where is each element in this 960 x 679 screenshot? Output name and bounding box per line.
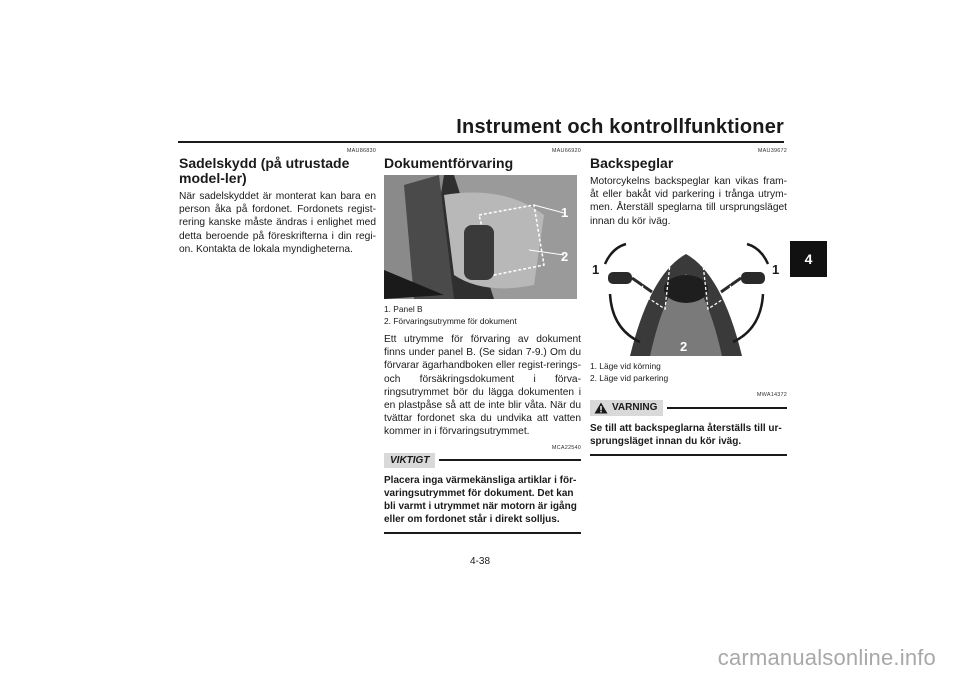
warning-end-rule [590, 454, 787, 456]
figure-document-storage [384, 175, 577, 299]
section-code: MAU66920 [551, 148, 581, 154]
figure-label: 2 [561, 249, 569, 264]
section-body: När sadelskyddet är monterat kan bara en person åka på fordonet. Fordonets regist-rering kanske måste ändras i enlighet med detta beroende på föreskrifterna i din regi-on. Kontakta de lokala myndigheterna. [179, 191, 376, 255]
section-seat-cover [179, 148, 376, 256]
warning-text: Se till att backspeglarna återställs till ur-sprungsläget innan du kör iväg. [590, 422, 782, 448]
figure-mirrors [590, 234, 783, 356]
warning-label-box [590, 400, 663, 416]
mirror-positions-illustration [590, 234, 783, 356]
section-heading: Dokumentförvaring [384, 155, 514, 171]
section-body: Motorcykelns backspeglar kan vikas fram-åt eller bakåt vid parkering i trånga utrym-men. Återställ speglarna till ursprungsläget innan du kör iväg. [590, 176, 787, 227]
figure-label: 2 [680, 241, 688, 257]
figure-caption: 1. Panel B [384, 304, 423, 314]
section-documents [384, 148, 581, 534]
section-body: Ett utrymme för förvaring av dokument finns under panel B. (Se sidan 7-9.) Om du förvarar ägarhandboken eller regist-rerings- och försäkringsdokument i förva-ringsutrymmet bör du lägga dokumenten i en plastpåse så att de inte blir våta. När du tvättar fordonet ska du undvika att vatten kommer in i förvaringsutrymmet. [384, 334, 581, 438]
figure-label: 1 [772, 261, 780, 277]
notice-label: VIKTIGT [384, 453, 435, 468]
section-heading: Backspeglar [590, 155, 674, 171]
notice-text: Placera inga värmekänsliga artiklar i för-varingsutrymmet för dokument. Det kan bli varmt i utrymmet när motorn är igång eller om fordonet står i direkt solljus. [384, 474, 577, 526]
notice-rule [439, 459, 581, 461]
section-code: MAU86830 [346, 148, 376, 154]
figure-label: 1 [561, 205, 569, 220]
figure-caption: 1. Läge vid körning [590, 360, 661, 371]
notice-code: MCA22540 [551, 444, 581, 451]
motorcycle-panel-illustration [384, 175, 577, 299]
page-header-title: Instrument och kontrollfunktioner [456, 116, 784, 138]
warning-code: MWA14372 [756, 391, 787, 398]
figure-label: 1 [592, 261, 600, 277]
section-code: MAU39672 [757, 148, 787, 154]
warning-header [590, 400, 787, 416]
chapter-tab: 4 [790, 241, 827, 277]
header-rule [178, 141, 784, 143]
warning-triangle-icon [594, 402, 608, 414]
figure-caption: 2. Läge vid parkering [590, 372, 669, 383]
figure-label: 2 [680, 338, 688, 354]
notice-header [384, 453, 581, 468]
section-heading: Sadelskydd (på utrustade model-ler) [179, 155, 350, 186]
page-number: 4-38 [469, 556, 490, 567]
section-mirrors [590, 148, 787, 456]
figure-caption: 2. Förvaringsutrymme för dokument [384, 316, 517, 326]
notice-end-rule [384, 532, 581, 534]
warning-label: VARNING [612, 402, 658, 414]
watermark: carmanualsonline.info [717, 645, 936, 670]
warning-rule [667, 407, 787, 409]
